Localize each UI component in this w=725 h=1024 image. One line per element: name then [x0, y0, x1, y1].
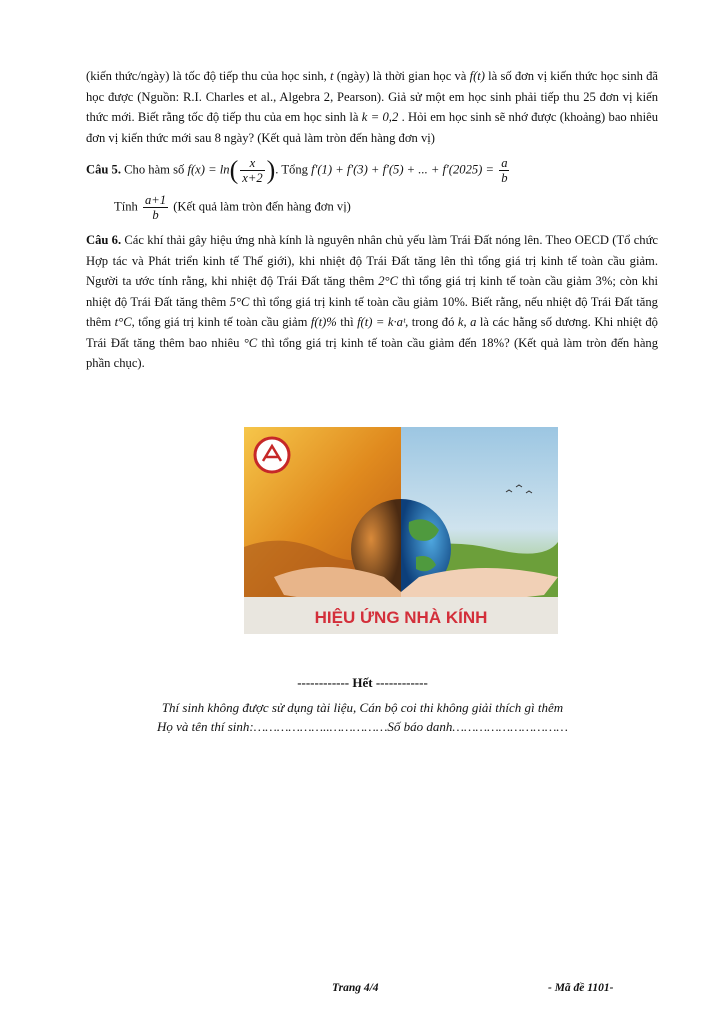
q5-ab-fraction: $\frac{a}{b}$: [501, 156, 508, 185]
q4-line1c: là số đơn vị: [488, 69, 548, 83]
question-5-ask: [86, 193, 658, 222]
greenhouse-effect-image: [244, 427, 558, 634]
q5-sum: f′(1) + f′(3) + f′(5) + ... + f′(2025) =: [311, 162, 495, 177]
candidate-info-line: Họ và tên thí sinh:………………..……………Số báo danh…………………………: [156, 719, 568, 734]
exam-code: - Mã đề 1101-: [548, 982, 614, 994]
temp-2c: 2°C: [378, 274, 398, 288]
var-t: t: [330, 69, 334, 83]
temp-5c: 5°C: [229, 294, 250, 309]
question-5-text: Câu 5. Cho hàm số f(x) = ln( $\frac{x}{x+2}$ ). Tổng f′(1) + f′(3) + f′(5) + ... + f′(2025) = $\frac{a}{b}$: [86, 155, 508, 185]
q5-fraction: $\frac{x}{x+2}$: [242, 156, 263, 185]
q4-line5: tròn đến hàng đơn vị): [326, 130, 435, 145]
q4-line2: kiến thức học sinh đã học được (Nguồn: R.I. Charles et al., Algebra 2, Pearson). Giả sử một em: [86, 69, 659, 104]
page-number: Trang 4/4: [332, 982, 379, 994]
q5-ask-fraction: $\frac{a+1}{b}$: [144, 193, 167, 222]
question-4-text: [86, 66, 658, 148]
exam-note: Thí sinh không được sử dụng tài liệu, Cán bộ coi thi không giải thích gì thêm: [161, 700, 564, 715]
q6-label: Câu 6.: [86, 233, 122, 247]
f-of-t: f(t): [469, 69, 485, 83]
figure-caption: HIỆU ỨNG NHÀ KÍNH: [314, 608, 488, 627]
question-6-text: Câu 6. Các khí thải gây hiệu ứng nhà kính là nguyên nhân chủ yếu làm Trái Đất nóng lên. Theo OECD (Tổ chức Hợp tác và Phát triển kinh tế Thế giới), khi nhiệt độ Trái Đất tăng lên thì tổng giá trị kinh tế toàn cầu giảm. Người ta ước tính rằng, khi nhiệt độ Trái Đất tăng thêm 2°C thì tổng giá trị kinh tế toàn cầu giảm 3%; còn khi nhiệt độ Trái Đất tăng thêm 5°C thì tổng giá trị kinh tế toàn cầu giảm 10%. Biết rằng, nếu nhiệt độ Trái Đất tăng thêm t°C, tổng giá trị kinh tế toàn cầu giảm f(t)% thì f(t) = k·aᵗ, trong đó k, a là các hằng số dương. Khi nhiệt độ Trái Đất tăng thêm bao nhiêu °C thì tổng giá trị kinh tế toàn cầu giảm đến 18%? (Kết quả làm tròn đến hàng phần chục).: [86, 233, 659, 370]
k-value: k = 0,2: [361, 110, 399, 124]
q4-line4: . Hỏi em học sinh sẽ nhớ được (khoảng) bao nhiêu đơn vị kiến thức mới sau 8 ngày? (Kết quả làm: [86, 110, 658, 145]
temp-t: t°C: [114, 315, 132, 329]
end-marker: ------------ Hết ------------: [297, 675, 428, 690]
q4-line1a: (kiến thức/ngày) là tốc độ tiếp thu của học sinh,: [86, 69, 327, 83]
formula: f(t) = k·aᵗ: [357, 315, 406, 329]
f-t-percent: f(t)%: [310, 315, 337, 329]
page-body: [86, 66, 658, 374]
q5-label: Câu 5.: [86, 162, 121, 177]
q4-line1b: (ngày) là thời gian học và: [336, 69, 467, 83]
q5-tinh: Tính: [114, 199, 138, 214]
q5-tong: . Tổng: [275, 162, 308, 177]
q5-round-note: (Kết quả làm tròn đến hàng đơn vị): [173, 199, 351, 214]
logo-icon: [255, 438, 289, 472]
q5-function: f(x) = ln: [187, 162, 230, 177]
q4-line3: học sinh phải tiếp thu 25 đơn vị kiến thức mới. Biết rằng tốc độ tiếp thu của em học sinh là: [86, 89, 658, 124]
q5-intro: Cho hàm số: [124, 162, 185, 177]
